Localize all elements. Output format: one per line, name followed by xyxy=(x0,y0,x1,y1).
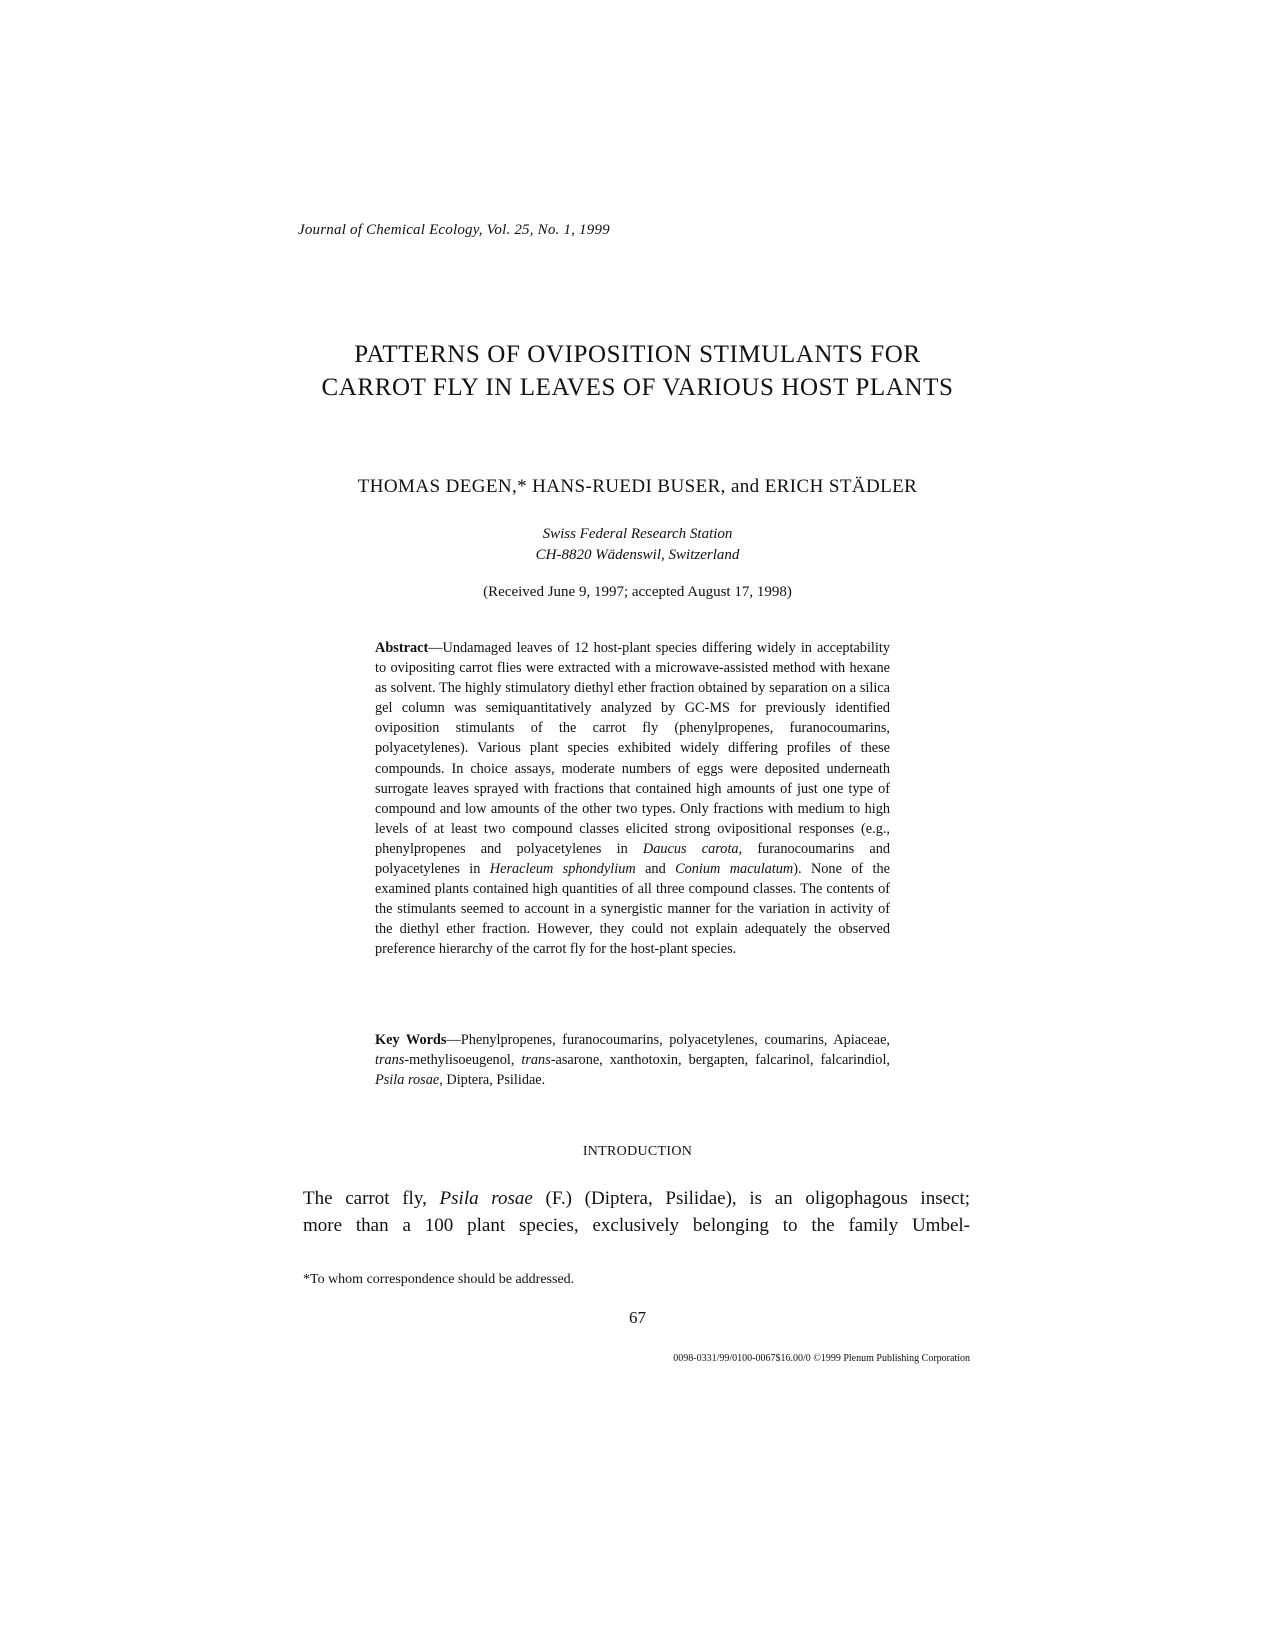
affiliation xyxy=(300,524,975,566)
keywords-text: -asarone, xanthotoxin, bergapten, falcarinol, falcarindiol, xyxy=(550,1052,890,1069)
keywords-italic: Psila rosae xyxy=(375,1072,440,1089)
abstract-text: ). None of the examined plants contained high quantities of all three compound classes. The contents of the stimulants seemed to account in a synergistic manner for the variation in activity of the diethyl ether fraction. However, they could not explain adequately the observed preference hierarchy of the carrot fly for the host-plant species. xyxy=(375,861,890,958)
abstract-species: Heracleum sphondylium xyxy=(489,861,636,878)
page-number: 67 xyxy=(629,1308,646,1327)
intro-species: Psila rosae xyxy=(439,1188,533,1209)
introduction-body xyxy=(303,1185,970,1239)
keywords-label: Key Words xyxy=(375,1032,447,1048)
keywords-text: , Diptera, Psilidae. xyxy=(439,1072,546,1089)
abstract-species: Conium maculatum xyxy=(675,861,794,878)
keywords-italic: trans xyxy=(521,1052,551,1069)
intro-text: (F.) (Diptera, Psilidae), is an oligophagous insect; xyxy=(532,1188,971,1209)
footnote: *To whom correspondence should be addressed. xyxy=(303,1272,575,1287)
abstract-text: —Undamaged leaves of 12 host-plant species differing widely in acceptability to ovipositing carrot flies were extracted with a microwave-assisted method with hexane as solvent. The highly stimulatory diethyl ether fraction obtained by separation on a silica gel column was semiquantitatively analyzed by GC-MS for previously identified oviposition stimulants of the carrot fly (phenylpropenes, furanocoumarins, polyacetylenes). Various plant species exhibited widely differing profiles of these compounds. In choice assays, moderate numbers of eggs were deposited underneath surrogate leaves sprayed with fractions that contained high amounts of just one type of compound and low amounts of the other two types. Only fractions with medium to high levels of at least two compound classes elicited strong ovipositional responses (e.g., phenylpropenes and polyacetylenes in xyxy=(375,640,890,857)
intro-text: The carrot fly, xyxy=(303,1188,440,1209)
intro-line-1 xyxy=(303,1185,970,1212)
authors: THOMAS DEGEN,* HANS-RUEDI BUSER, and ERICH STÄDLER xyxy=(357,476,918,497)
journal-citation: Journal of Chemical Ecology, Vol. 25, No. 1, 1999 xyxy=(298,222,610,238)
copyright-line: 0098-0331/99/0100-0067$16.00/0 ©1999 Plenum Publishing Corporation xyxy=(673,1353,970,1364)
received-dates: (Received June 9, 1997; accepted August 17, 1998) xyxy=(483,584,792,600)
section-heading-introduction: INTRODUCTION xyxy=(582,1144,693,1159)
keywords-italic: trans xyxy=(375,1052,405,1069)
paper-title xyxy=(200,338,1075,404)
abstract-text: , furanocoumarins and polyacetylenes in xyxy=(375,840,890,878)
affiliation-line-2: CH-8820 Wädenswil, Switzerland xyxy=(535,547,740,563)
abstract-species: Daucus carota xyxy=(642,840,739,857)
abstract-label: Abstract xyxy=(375,640,429,656)
keywords-text: —Phenylpropenes, furanocoumarins, polyacetylenes, coumarins, Apiaceae, xyxy=(446,1032,890,1048)
title-line-1: PATTERNS OF OVIPOSITION STIMULANTS FOR xyxy=(354,341,921,368)
abstract-text: and xyxy=(635,861,676,878)
title-line-2: CARROT FLY IN LEAVES OF VARIOUS HOST PLANTS xyxy=(321,374,954,401)
keywords-text: -methylisoeugenol, xyxy=(404,1052,522,1069)
keywords xyxy=(375,1030,890,1090)
affiliation-line-1: Swiss Federal Research Station xyxy=(542,526,733,542)
intro-line-2: more than a 100 plant species, exclusively belonging to the family Umbel- xyxy=(303,1215,970,1236)
abstract xyxy=(375,638,890,960)
